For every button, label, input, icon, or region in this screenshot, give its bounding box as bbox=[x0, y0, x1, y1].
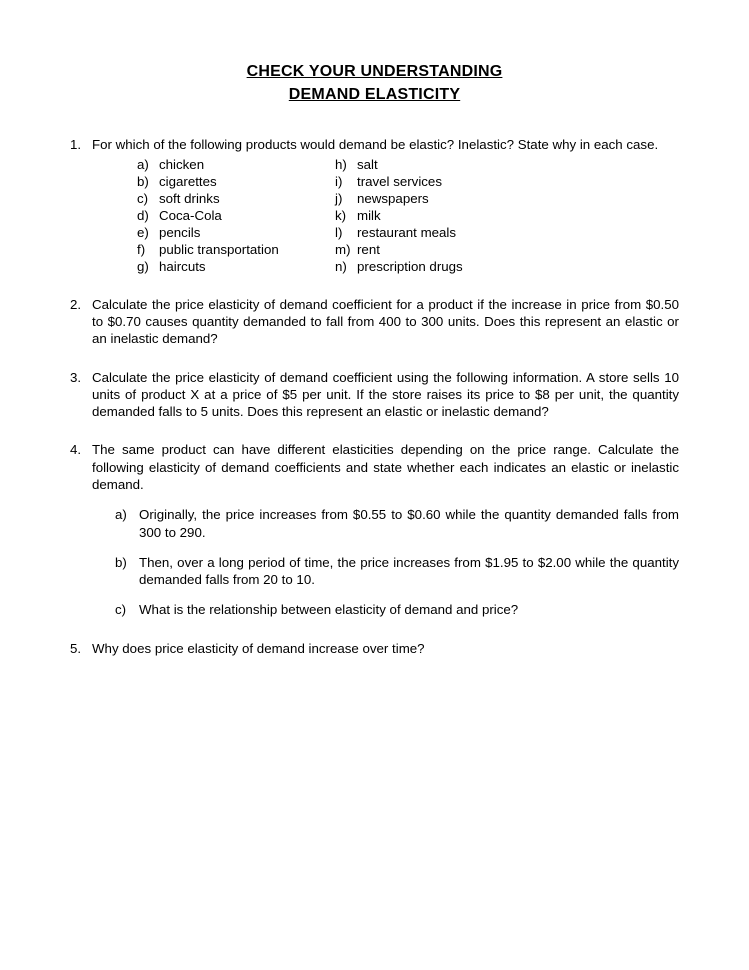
item-label: salt bbox=[357, 156, 378, 172]
item-letter: d) bbox=[137, 207, 149, 223]
item-letter: f) bbox=[137, 241, 146, 257]
item-letter: n) bbox=[335, 258, 347, 274]
item-label: haircuts bbox=[159, 258, 206, 274]
question-4-text: The same product can have different elasticities depending on the price range. Calculate the following elasticity of demand coefficients and state whether each indicates an elastic or inelastic demand. bbox=[92, 442, 679, 493]
item-label: chicken bbox=[159, 156, 205, 172]
item-label: cigarettes bbox=[159, 173, 217, 189]
item-label: restaurant meals bbox=[357, 224, 457, 240]
item-letter: a) bbox=[137, 156, 149, 172]
question-1 bbox=[70, 136, 679, 274]
item-label: rent bbox=[357, 241, 380, 257]
title-line-2: DEMAND ELASTICITY bbox=[288, 86, 461, 104]
item-label: travel services bbox=[357, 173, 442, 189]
item-label: pencils bbox=[159, 224, 201, 240]
list-item bbox=[137, 173, 335, 190]
question-3-number: 3. bbox=[70, 369, 82, 385]
list-item bbox=[335, 173, 679, 190]
item-letter: j) bbox=[335, 190, 343, 206]
list-item bbox=[137, 207, 335, 224]
item-letter: e) bbox=[137, 224, 149, 240]
item-label: soft drinks bbox=[159, 190, 220, 206]
item-letter: c) bbox=[137, 190, 149, 206]
list-item bbox=[335, 156, 679, 173]
list-item bbox=[335, 190, 679, 207]
question-4b bbox=[115, 554, 679, 589]
list-item bbox=[137, 156, 335, 173]
page-title bbox=[70, 60, 679, 106]
list-item bbox=[137, 241, 335, 258]
question-2 bbox=[70, 296, 679, 348]
title-line-1: CHECK YOUR UNDERSTANDING bbox=[246, 63, 503, 80]
item-letter: k) bbox=[335, 207, 347, 223]
list-item bbox=[137, 190, 335, 207]
list-item bbox=[137, 224, 335, 241]
question-4a bbox=[115, 506, 679, 541]
product-list bbox=[137, 156, 679, 275]
item-label: Coca-Cola bbox=[159, 207, 222, 223]
question-5-text: Why does price elasticity of demand increase over time? bbox=[92, 640, 425, 656]
question-4c bbox=[115, 601, 679, 618]
item-letter: l) bbox=[335, 224, 343, 240]
list-item bbox=[335, 207, 679, 224]
question-4a-text: Originally, the price increases from $0.55 to $0.60 while the quantity demanded falls from 300 to 290. bbox=[139, 507, 679, 540]
item-label: newspapers bbox=[357, 190, 429, 206]
question-5-number: 5. bbox=[70, 640, 82, 656]
item-label: milk bbox=[357, 207, 381, 223]
item-letter: b) bbox=[137, 173, 149, 189]
question-1-number: 1. bbox=[70, 137, 82, 153]
question-2-number: 2. bbox=[70, 296, 82, 312]
sub-item-letter: b) bbox=[115, 554, 127, 570]
list-item bbox=[335, 258, 679, 275]
question-4b-text: Then, over a long period of time, the price increases from $1.95 to $2.00 while the quantity demanded falls from 20 to 10. bbox=[139, 554, 679, 588]
sub-item-letter: a) bbox=[115, 507, 127, 523]
item-label: public transportation bbox=[159, 241, 279, 257]
sub-item-letter: c) bbox=[115, 602, 127, 618]
item-letter: g) bbox=[137, 258, 149, 274]
question-2-text: Calculate the price elasticity of demand coefficient for a product if the increase in price from $0.50 to $0.70 causes quantity demanded to fall from 400 to 300 units. Does this represent an elastic or an inelastic demand? bbox=[92, 296, 679, 347]
item-letter: m) bbox=[335, 241, 351, 257]
question-1-text: For which of the following products would demand be elastic? Inelastic? State why in each case. bbox=[92, 137, 659, 153]
question-4 bbox=[70, 441, 679, 618]
list-item bbox=[335, 241, 679, 258]
question-4-number: 4. bbox=[70, 442, 82, 458]
item-letter: h) bbox=[335, 156, 347, 172]
item-label: prescription drugs bbox=[357, 258, 463, 274]
question-3 bbox=[70, 369, 679, 421]
question-5 bbox=[70, 640, 679, 657]
item-letter: i) bbox=[335, 173, 343, 189]
list-item bbox=[137, 258, 335, 275]
list-item bbox=[335, 224, 679, 241]
question-3-text: Calculate the price elasticity of demand coefficient using the following information. A store sells 10 units of product X at a price of $5 per unit. If the store raises its price to $8 per unit, the quantity demanded falls to 5 units. Does this represent an elastic or inelastic demand? bbox=[92, 369, 679, 420]
question-4c-text: What is the relationship between elasticity of demand and price? bbox=[139, 602, 519, 618]
